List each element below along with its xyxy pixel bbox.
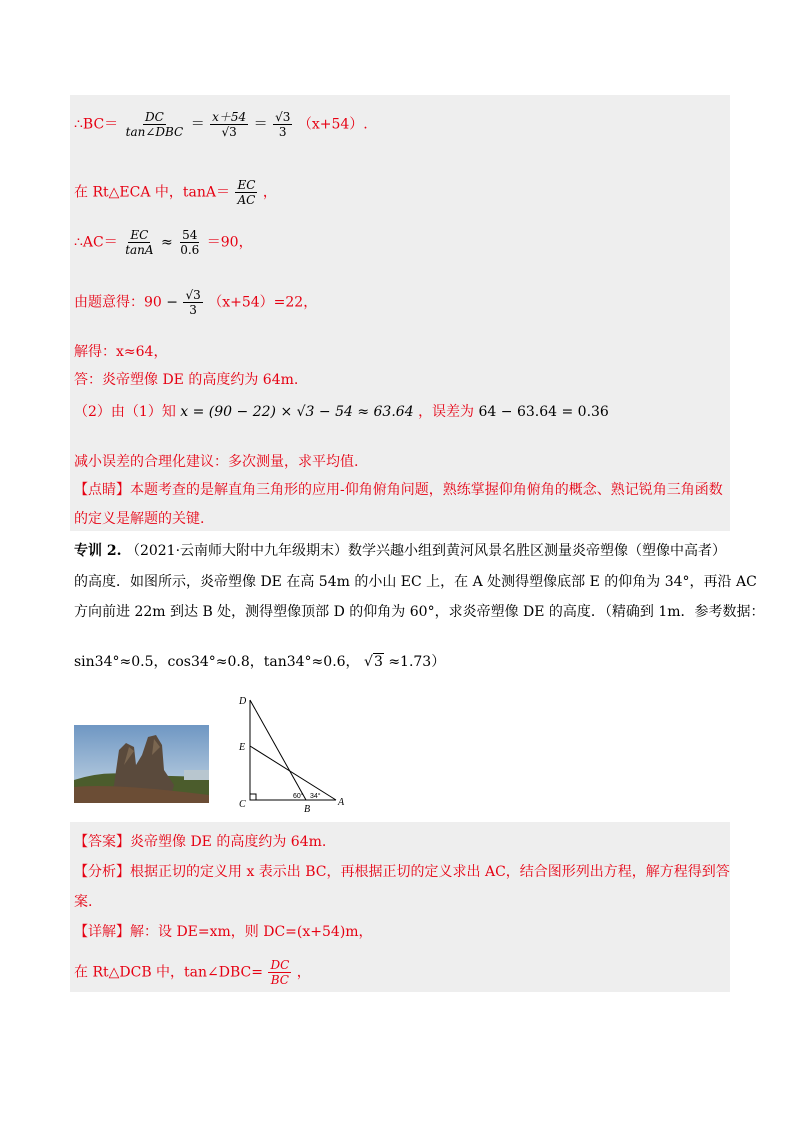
bc-expression-line: ∴BC＝ $\frac{DC}{\text{tan∠DBC}}$ ＝ $\frac{x+54}{√3}$ ＝ $\frac{√3}{3}$ （x+54）. xyxy=(74,110,368,139)
analysis-line-2: 案. xyxy=(74,894,93,910)
bc-tail: （x+54）. xyxy=(297,116,368,133)
frac-den: 3 xyxy=(278,125,287,139)
frac-num: √3 xyxy=(185,288,201,302)
fraction-dc-tan xyxy=(124,110,186,139)
tan-a-line xyxy=(74,178,277,207)
sqrt-radicand: 3 xyxy=(373,654,383,670)
label-d: D xyxy=(239,696,247,707)
triangle-diagram xyxy=(230,690,350,820)
reference-sqrt-approx: ≈1.73） xyxy=(388,654,446,670)
fraction-ec-ac xyxy=(235,178,257,207)
frac-num: 54 xyxy=(182,228,198,242)
frac-den: tanA xyxy=(125,243,154,257)
frac-num: DC xyxy=(145,110,164,124)
fraction-54-06 xyxy=(178,228,201,257)
error-math-diff: 64 − 63.64 = 0.36 xyxy=(478,404,609,420)
problem-line-2: 的高度．如图所示，炎帝塑像 DE 在高 54m 的小山 EC 上，在 A 处测得塑像底部 E 的仰角为 34°，再沿 AC xyxy=(74,574,757,590)
equation-line: 由题意得：90 − $\frac{√3}{3}$ （x+54）=22， xyxy=(74,288,318,317)
suggestion-line: 减小误差的合理化建议：多次测量，求平均值. xyxy=(74,454,359,470)
equation-lead: 由题意得：90 xyxy=(74,294,162,311)
frac-num: √3 xyxy=(275,110,291,124)
label-e: E xyxy=(239,742,246,753)
frac-num: EC xyxy=(237,178,256,192)
label-angle-34: 34° xyxy=(310,793,321,800)
frac-num: DC xyxy=(270,958,290,972)
error-lead: （2）由（1）知 xyxy=(74,404,176,420)
reference-data: sin34°≈0.5，cos34°≈0.8，tan34°≈0.6， xyxy=(74,654,360,670)
fraction-sqrt3-3 xyxy=(183,288,202,317)
answer-heading-line: 【答案】炎帝塑像 DE 的高度约为 64m. xyxy=(74,834,327,850)
fraction-dc-bc xyxy=(268,958,291,987)
problem-line-3: 方向前进 22m 到达 B 处，测得塑像顶部 D 的仰角为 60°，求炎帝塑像 DE 的高度．（精确到 1m．参考数据： xyxy=(74,604,765,620)
problem-line-4 xyxy=(74,652,445,672)
label-c: C xyxy=(239,799,246,810)
frac-num: x＋54 xyxy=(212,110,247,124)
frac-den: 0.6 xyxy=(180,243,200,257)
frac-den: √3 xyxy=(221,125,237,139)
frac-den: BC xyxy=(270,973,289,987)
sqrt-3: √3 xyxy=(364,654,383,670)
frac-den: AC xyxy=(237,193,256,207)
problem-line-1 xyxy=(74,541,726,561)
ac-tail: ＝90， xyxy=(206,234,253,251)
solve-line: 解得：x≈64， xyxy=(74,344,168,360)
fraction-x54-sqrt3 xyxy=(210,110,248,139)
statue-photo xyxy=(74,725,209,803)
bc-lead: ∴BC＝ xyxy=(74,116,119,133)
tan-dbc-lead: 在 Rt△DCB 中，tan∠DBC= xyxy=(74,964,263,981)
error-math-x: x = (90 − 22) × √3 − 54 ≈ 63.64 xyxy=(180,404,414,420)
frac-den: 3 xyxy=(189,303,197,317)
label-b: B xyxy=(304,804,311,815)
detail-line-1: 【详解】解：设 DE=xm，则 DC=(x+54)m， xyxy=(74,924,373,940)
problem-label: 专训 2. xyxy=(74,543,122,559)
tan-a-tail: ， xyxy=(262,184,277,201)
tan-dbc-tail: ， xyxy=(296,964,311,981)
frac-den: tan∠DBC xyxy=(125,125,184,139)
problem-text-1: （2021·云南师大附中九年级期末）数学兴趣小组到黄河风景名胜区测量炎帝塑像（塑像中高者） xyxy=(125,543,727,559)
equals: ＝ xyxy=(190,116,205,133)
approx: ≈ xyxy=(161,234,173,251)
dianjing-line-2: 的定义是解题的关键. xyxy=(74,511,205,527)
analysis-line-1: 【分析】根据正切的定义用 x 表示出 BC，再根据正切的定义求出 AC，结合图形列出方程，解方程得到答 xyxy=(74,864,730,880)
answer-line: 答：炎帝塑像 DE 的高度约为 64m. xyxy=(74,372,299,388)
fraction-sqrt3-3 xyxy=(273,110,292,139)
dianjing-line-1: 【点睛】本题考查的是解直角三角形的应用-仰角俯角问题，熟练掌握仰角俯角的概念、熟记锐角三角函数 xyxy=(74,482,723,498)
error-line xyxy=(74,402,609,422)
frac-num: EC xyxy=(130,228,149,242)
detail-line-2 xyxy=(74,958,311,987)
label-angle-60: 60° xyxy=(293,793,304,800)
equation-tail: （x+54）=22， xyxy=(208,294,318,311)
ac-line xyxy=(74,228,253,257)
error-mid: ，误差为 xyxy=(418,404,475,420)
label-a: A xyxy=(338,797,345,808)
tan-a-lead: 在 Rt△ECA 中，tanA＝ xyxy=(74,184,230,201)
fraction-ec-tana xyxy=(123,228,155,257)
ac-lead: ∴AC＝ xyxy=(74,234,118,251)
